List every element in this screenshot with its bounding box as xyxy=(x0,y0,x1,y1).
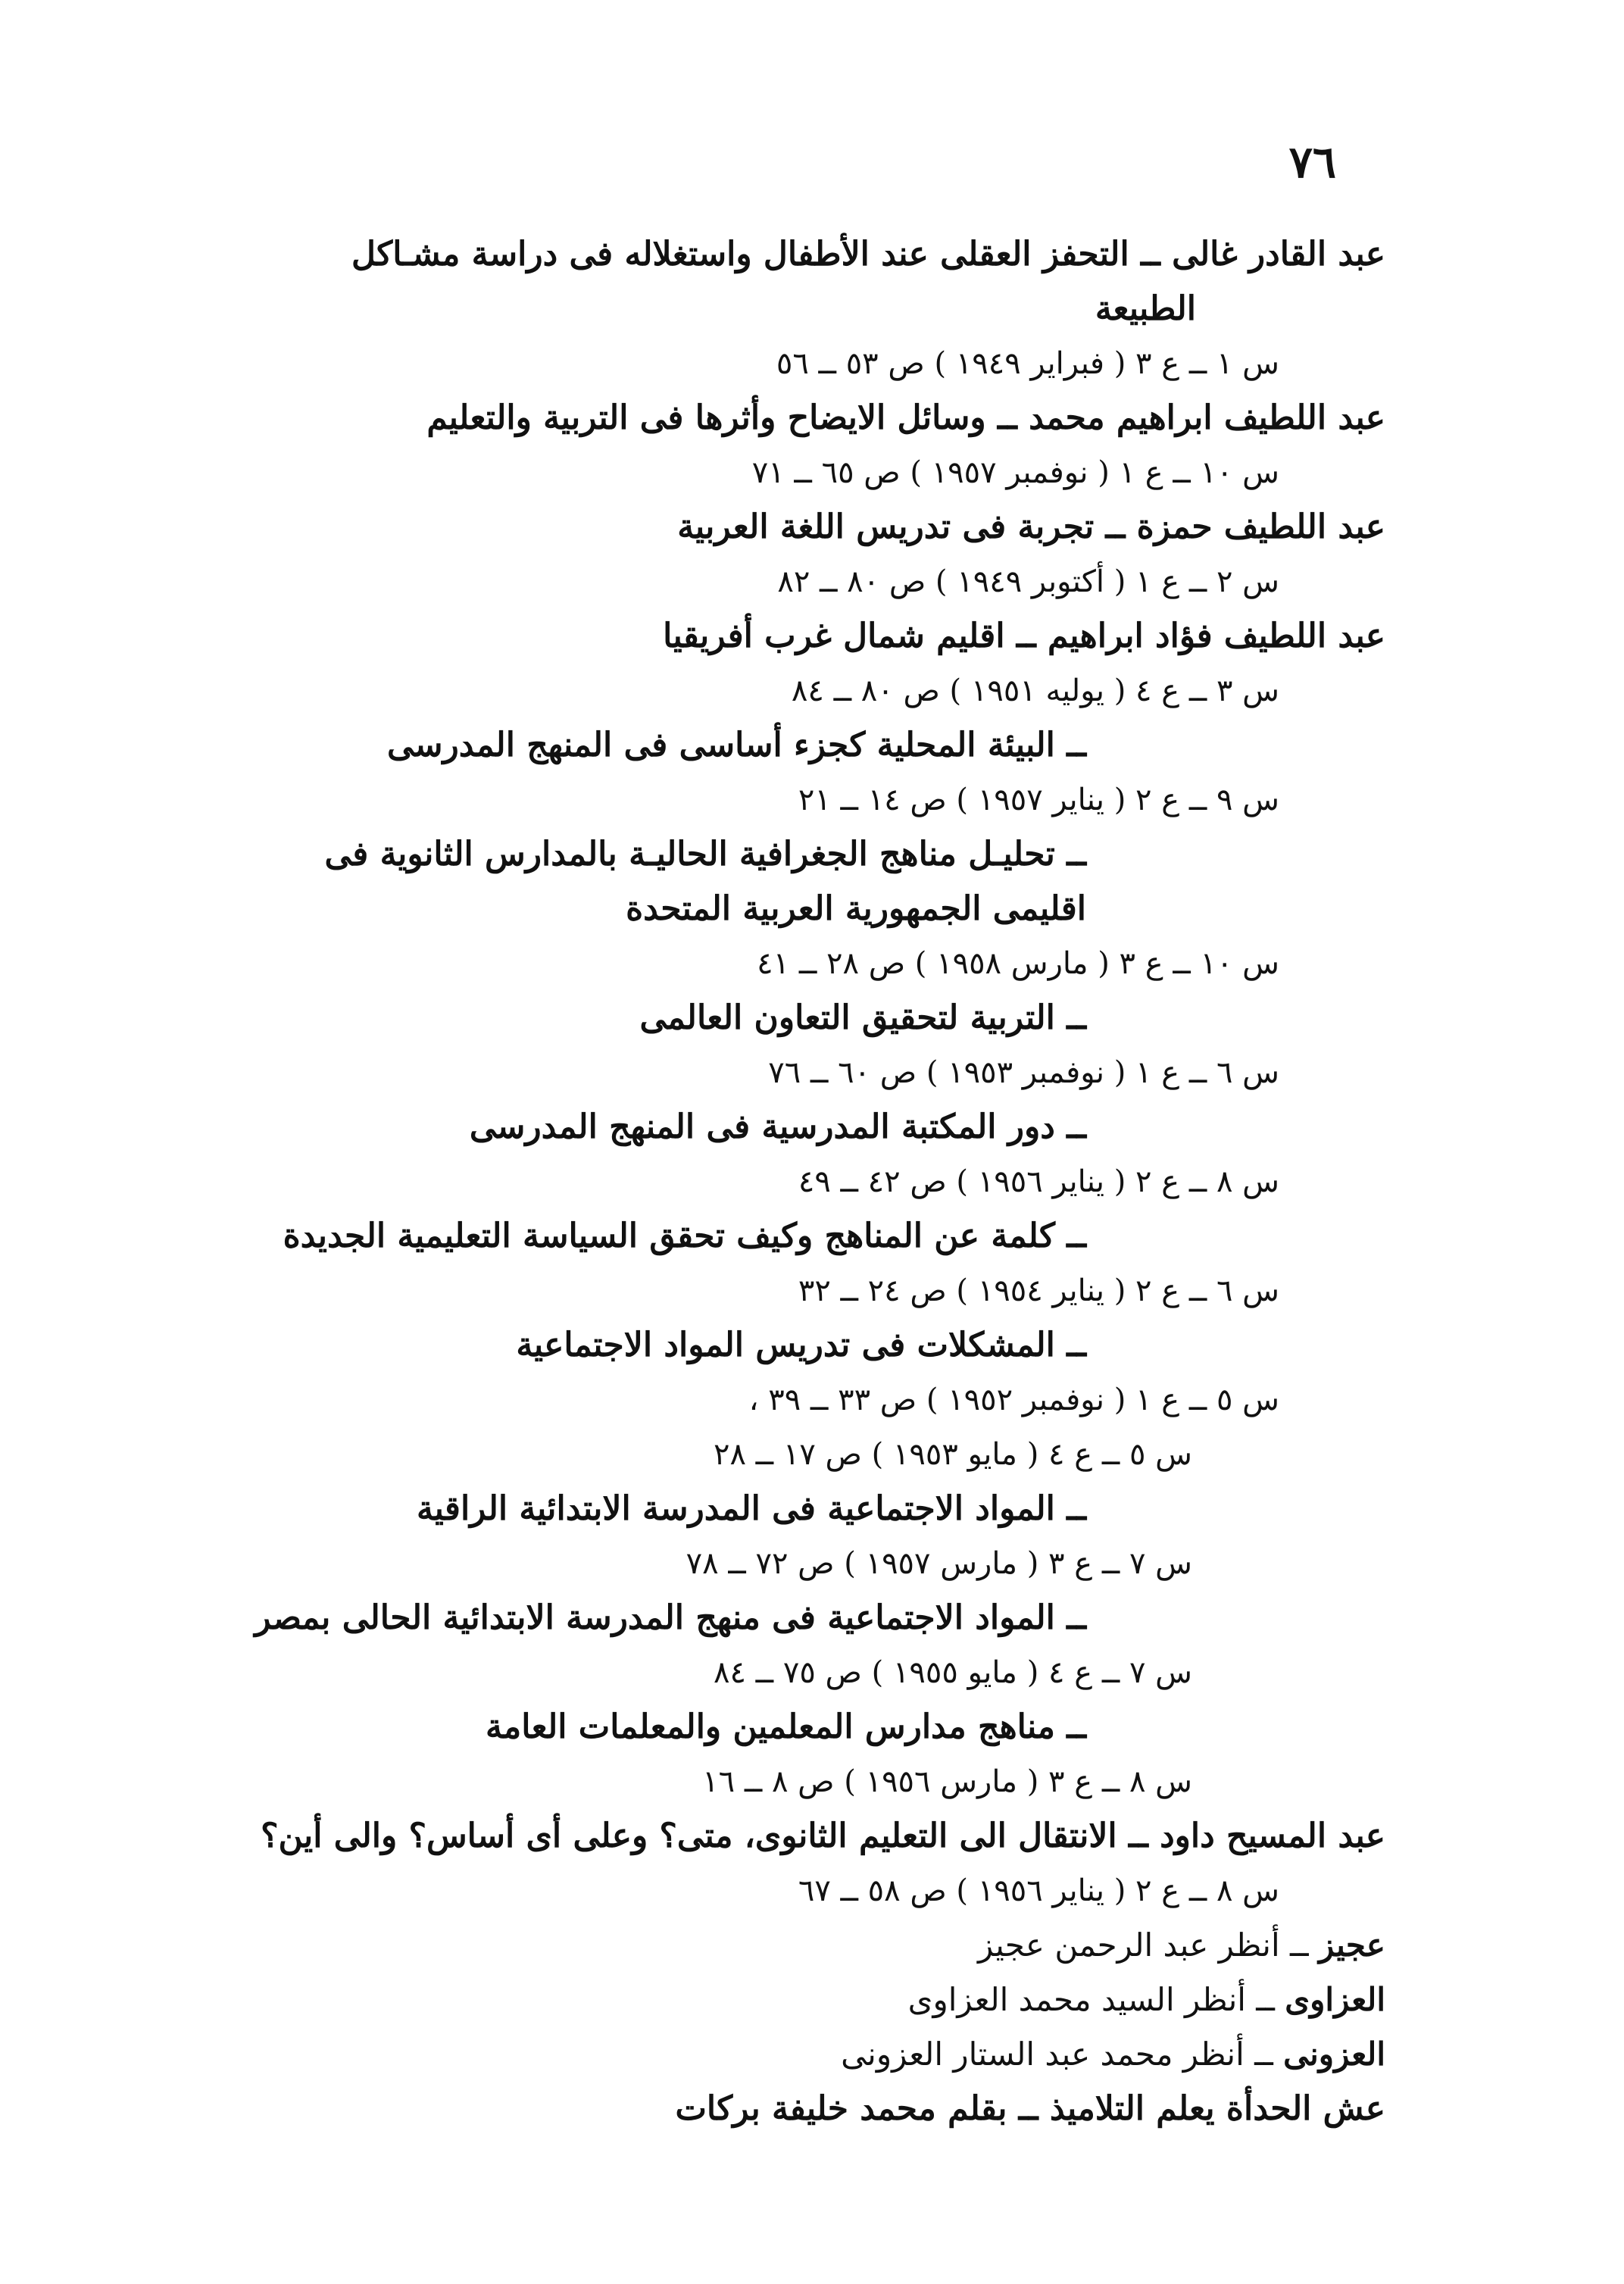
entry-citation: س ١٠ ــ ع ٣ ( مارس ١٩٥٨ ) ص ٢٨ ــ ٤١ xyxy=(757,946,1279,981)
entry-subtitle: ــ البيئة المحلية كجزء أساسى فى المنهج المدرسى xyxy=(386,726,1086,764)
entry-subtitle-continuation: اقليمى الجمهورية العربية المتحدة xyxy=(626,889,1086,928)
entry-citation: س ٣ ــ ع ٤ ( يوليه ١٩٥١ ) ص ٨٠ ــ ٨٤ xyxy=(791,673,1279,708)
entry-heading: عبد المسيح داود ــ الانتقال الى التعليم الثانوى، متى؟ وعلى أى أساس؟ والى أين؟ xyxy=(261,1817,1385,1855)
entry-citation: س ٧ ــ ع ٤ ( مايو ١٩٥٥ ) ص ٧٥ ــ ٨٤ xyxy=(714,1655,1192,1690)
cross-reference xyxy=(249,1973,1385,2027)
cross-reference-target: ــ أنظر عبد الرحمن عجيز xyxy=(977,1926,1319,1964)
entry-citation: س ١٠ ــ ع ١ ( نوفمبر ١٩٥٧ ) ص ٦٥ ــ ٧١ xyxy=(751,455,1279,490)
entry-heading: عش الحدأة يعلم التلاميذ ــ بقلم محمد خليفة بركات xyxy=(675,2089,1385,2128)
entry-subtitle: ــ المواد الاجتماعية فى المدرسة الابتدائية الراقية xyxy=(417,1489,1086,1528)
cross-reference xyxy=(249,2027,1385,2082)
entry-subtitle: ــ التربية لتحقيق التعاون العالمى xyxy=(639,998,1086,1037)
cross-reference xyxy=(249,1918,1385,1973)
entry-subtitle: ــ المواد الاجتماعية فى منهج المدرسة الابتدائية الحالى بمصر xyxy=(255,1598,1086,1637)
page-number: ٧٦ xyxy=(1288,136,1336,188)
entry-subtitle: ــ تحليـل مناهج الجغرافية الحاليـة بالمدارس الثانوية فى xyxy=(324,835,1086,873)
entry-subtitle: ــ دور المكتبة المدرسية فى المنهج المدرسى xyxy=(469,1108,1086,1146)
entry-subtitle: ــ مناهج مدارس المعلمين والمعلمات العامة xyxy=(486,1708,1086,1746)
cross-reference-name: العزاوى xyxy=(1285,1981,1385,2018)
cross-reference-name: عجيز xyxy=(1318,1926,1385,1964)
entry-subtitle: ــ كلمة عن المناهج وكيف تحقق السياسة التعليمية الجديدة xyxy=(283,1217,1086,1255)
entry-citation: س ٧ ــ ع ٣ ( مارس ١٩٥٧ ) ص ٧٢ ــ ٧٨ xyxy=(686,1546,1192,1581)
entry-heading: عبد اللطيف ابراهيم محمد ــ وسائل الايضاح وأثرها فى التربية والتعليم xyxy=(426,398,1385,437)
entry-citation: س ١ ــ ع ٣ ( فبراير ١٩٤٩ ) ص ٥٣ ــ ٥٦ xyxy=(776,346,1279,381)
entry-heading: عبد القادر غالى ــ التحفز العقلى عند الأطفال واستغلاله فى دراسة مشـاكل xyxy=(351,235,1385,273)
entry-citation: س ٦ ــ ع ١ ( نوفمبر ١٩٥٣ ) ص ٦٠ ــ ٧٦ xyxy=(768,1055,1279,1090)
cross-reference-target: ــ أنظر السيد محمد العزاوى xyxy=(907,1981,1285,2018)
entry-heading: عبد اللطيف فؤاد ابراهيم ــ اقليم شمال غرب أفريقيا xyxy=(663,617,1385,655)
entry-citation: س ٨ ــ ع ٣ ( مارس ١٩٥٦ ) ص ٨ ــ ١٦ xyxy=(702,1764,1192,1799)
entry-heading-continuation: الطبيعة xyxy=(1095,289,1196,328)
cross-reference-name: العزونى xyxy=(1283,2036,1385,2073)
entry-subtitle: ــ المشكلات فى تدريس المواد الاجتماعية xyxy=(516,1326,1086,1364)
entry-citation: س ٦ ــ ع ٢ ( يناير ١٩٥٤ ) ص ٢٤ ــ ٣٢ xyxy=(798,1273,1279,1308)
entry-citation: س ٨ ــ ع ٢ ( يناير ١٩٥٦ ) ص ٤٢ ــ ٤٩ xyxy=(798,1164,1279,1199)
entry-citation: س ٩ ــ ع ٢ ( يناير ١٩٥٧ ) ص ١٤ ــ ٢١ xyxy=(798,783,1279,817)
entry-heading: عبد اللطيف حمزة ــ تجربة فى تدريس اللغة العربية xyxy=(677,508,1385,546)
bibliography-entries xyxy=(249,227,1385,2136)
entry-citation: س ٢ ــ ع ١ ( أكتوبر ١٩٤٩ ) ص ٨٠ ــ ٨٢ xyxy=(777,564,1279,599)
entry-citation: س ٨ ــ ع ٢ ( يناير ١٩٥٦ ) ص ٥٨ ــ ٦٧ xyxy=(798,1873,1279,1908)
entry-citation: س ٥ ــ ع ١ ( نوفمبر ١٩٥٢ ) ص ٣٣ ــ ٣٩ ، xyxy=(748,1383,1279,1417)
cross-reference-target: ــ أنظر محمد عبد الستار العزونى xyxy=(841,2036,1284,2073)
entry-citation: س ٥ ــ ع ٤ ( مايو ١٩٥٣ ) ص ١٧ ــ ٢٨ xyxy=(714,1437,1192,1472)
